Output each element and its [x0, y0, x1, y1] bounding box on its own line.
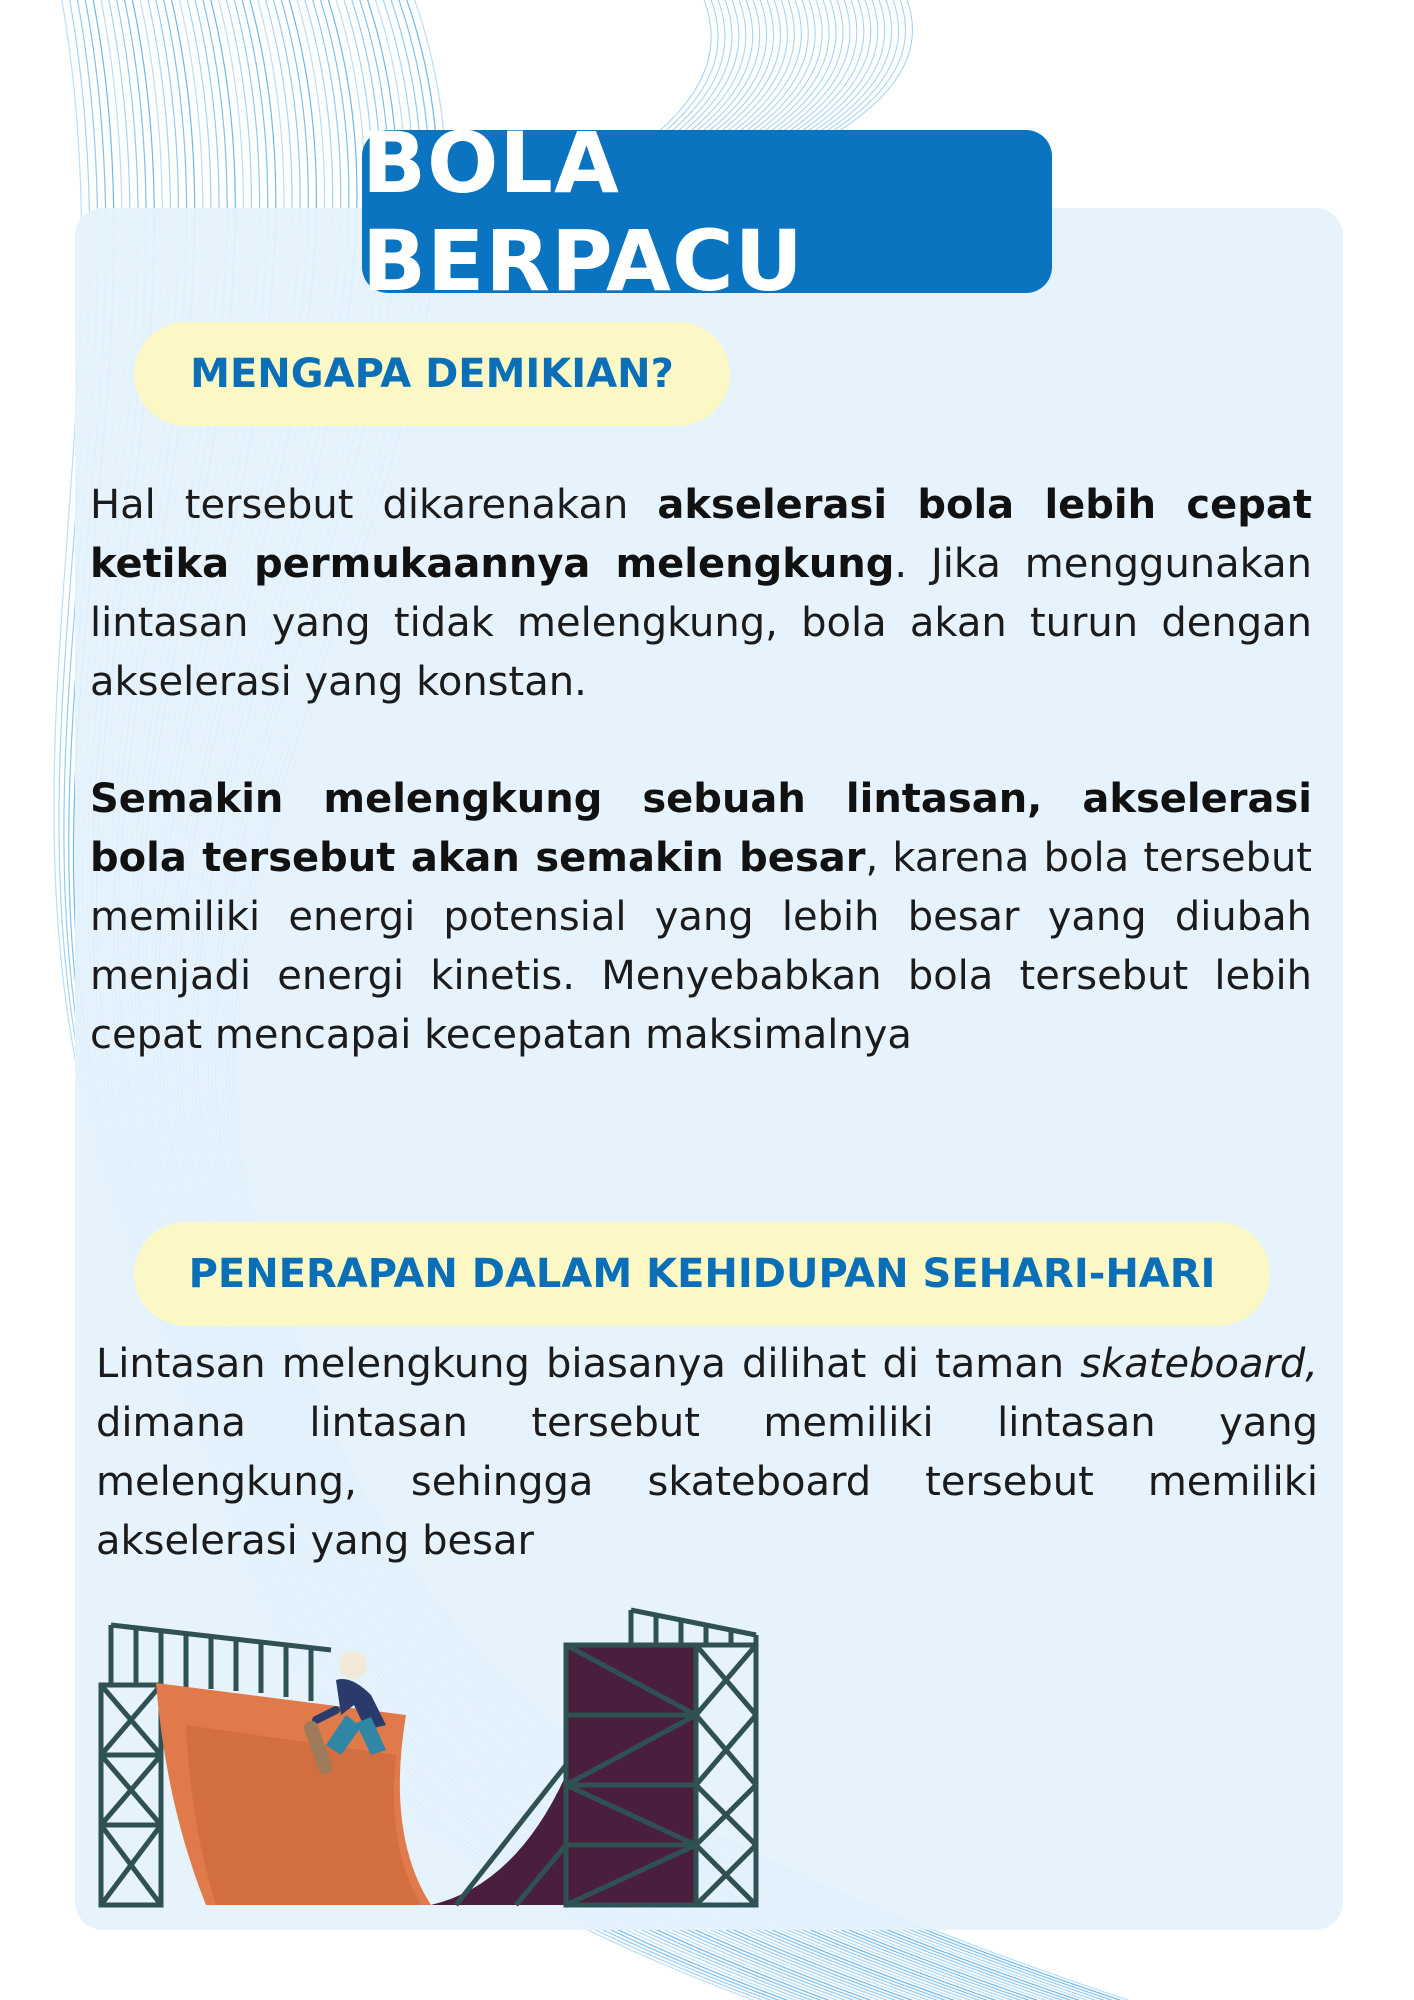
section-heading-why [134, 322, 730, 426]
paragraph-text: Lintasan melengkung biasanya dilihat di taman [96, 1341, 1081, 1387]
paragraph-text: , karena bola tersebut memiliki energi potensial yang lebih besar yang diubah menjadi energi kinetis. Menyebabkan bola tersebut lebih cepat mencapai kecepatan maksimalnya [90, 835, 1312, 1058]
section-heading-why-label: MENGAPA DEMIKIAN? [190, 351, 674, 397]
ramp-frame-left [101, 1685, 161, 1905]
ramp-railing-left [111, 1625, 331, 1701]
section-heading-application [134, 1222, 1270, 1326]
paragraph-bold-text: Semakin melengkung sebuah lintasan, akselerasi bola tersebut akan semakin besar [90, 776, 1312, 881]
paragraph-text: Hal tersebut dikarenakan [90, 482, 658, 528]
ramp-railing-right [631, 1610, 756, 1645]
paragraph-application [96, 1335, 1318, 1571]
paragraph-bold-text: akselerasi bola lebih cepat ketika permukaannya melengkung [90, 482, 1312, 587]
paragraph-text: . Jika menggunakan lintasan yang tidak melengkung, bola akan turun dengan akselerasi yang konstan. [90, 541, 1312, 705]
paragraph-italic-text: skateboard, [1080, 1341, 1318, 1387]
paragraph-curvature [90, 770, 1312, 1065]
skateboard-halfpipe-illustration [96, 1605, 846, 1915]
page-title: BOLA BERPACU [362, 113, 804, 310]
paragraph-explanation [90, 476, 1312, 712]
section-heading-application-label: PENERAPAN DALAM KEHIDUPAN SEHARI-HARI [188, 1251, 1216, 1297]
title-banner [362, 113, 1052, 310]
paragraph-text: dimana lintasan tersebut memiliki lintasan yang melengkung, sehingga skateboard tersebut memiliki akselerasi yang besar [96, 1400, 1318, 1564]
